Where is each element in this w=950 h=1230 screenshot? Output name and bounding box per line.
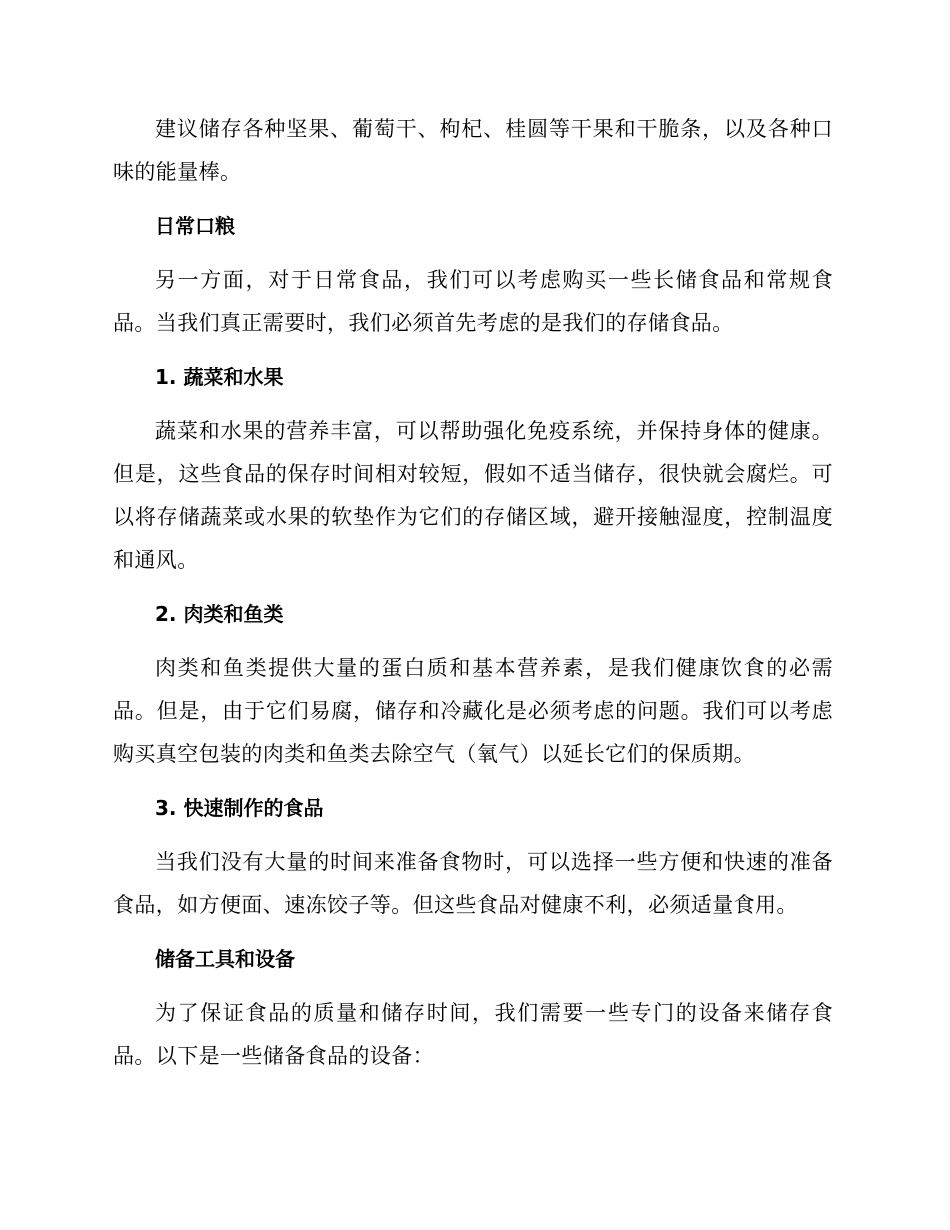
heading-storage-equipment: 储备工具和设备 [155, 947, 295, 971]
paragraph-meat-fish: 肉类和鱼类提供大量的蛋白质和基本营养素，是我们健康饮食的必需品。但是，由于它们易腐，储存和冷藏化是必须考虑的问题。我们可以考虑购买真空包装的肉类和鱼类去除空气（氧气）以延长它们的保质期。 [113, 656, 833, 766]
heading-quick-food: 3. 快速制作的食品 [155, 796, 324, 820]
heading-vegetables-fruits: 1. 蔬菜和水果 [155, 365, 284, 389]
paragraph-storage-equipment: 为了保证食品的质量和储存时间，我们需要一些专门的设备来储存食品。以下是一些储备食品的设备： [113, 1001, 833, 1068]
paragraph-dried-fruits: 建议储存各种坚果、葡萄干、枸杞、桂圆等干果和干脆条，以及各种口味的能量棒。 [113, 117, 833, 184]
paragraph-daily-food: 另一方面，对于日常食品，我们可以考虑购买一些长储食品和常规食品。当我们真正需要时，我们必须首先考虑的是我们的存储食品。 [113, 268, 833, 335]
paragraph-quick-food: 当我们没有大量的时间来准备食物时，可以选择一些方便和快速的准备食品，如方便面、速冻饺子等。但这些食品对健康不利，必须适量食用。 [113, 850, 833, 917]
heading-daily-rations: 日常口粮 [155, 214, 235, 238]
heading-meat-fish: 2. 肉类和鱼类 [155, 602, 284, 626]
document-body [113, 108, 833, 1089]
paragraph-vegetables-fruits: 蔬菜和水果的营养丰富，可以帮助强化免疫系统，并保持身体的健康。但是，这些食品的保存时间相对较短，假如不适当储存，很快就会腐烂。可以将存储蔬菜或水果的软垫作为它们的存储区域，避开接触湿度，控制温度和通风。 [113, 419, 833, 572]
